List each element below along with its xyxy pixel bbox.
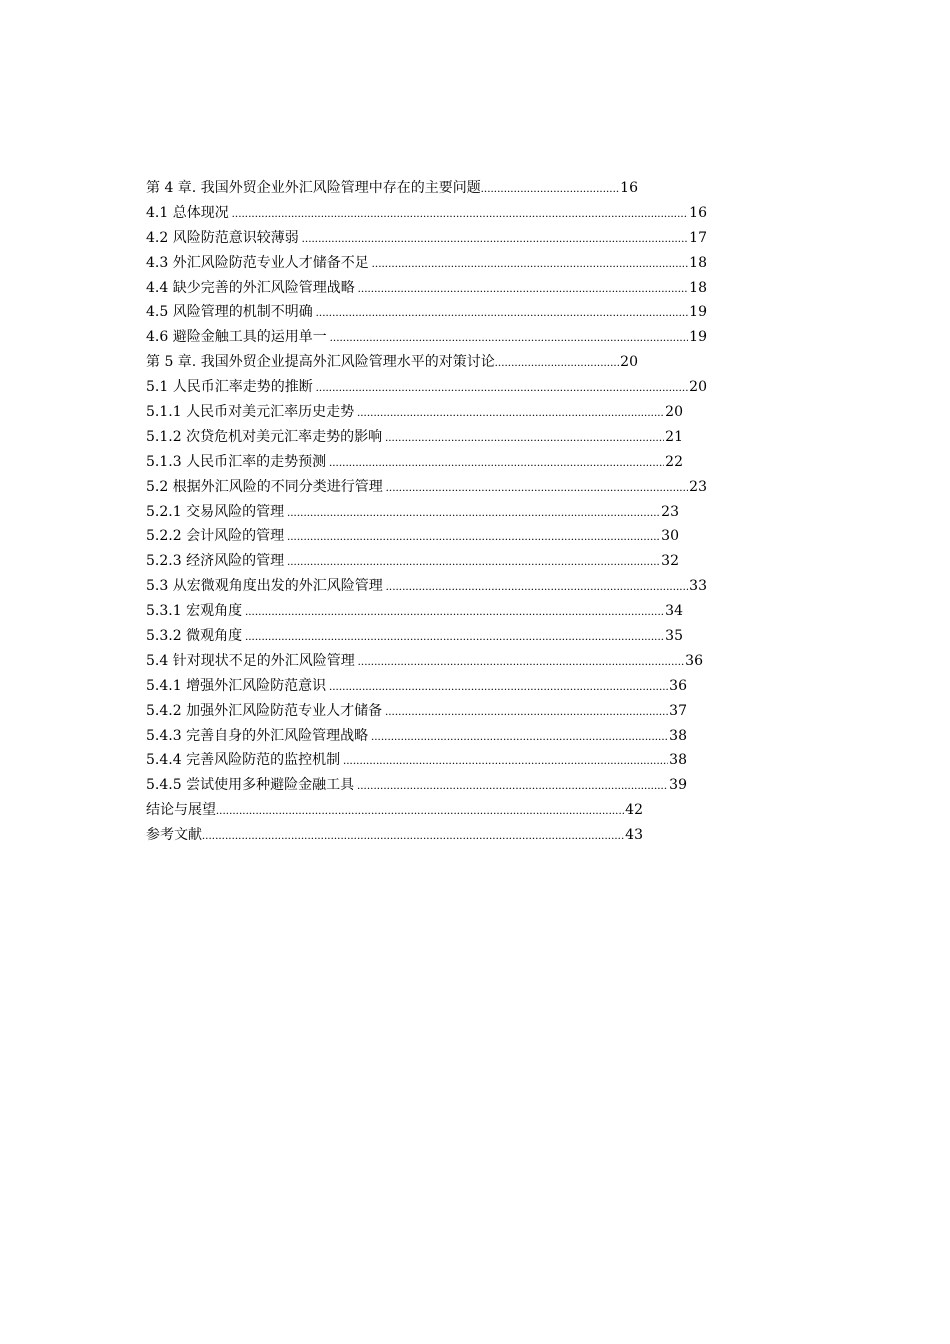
toc-entry-page-number: 23	[689, 478, 707, 495]
toc-entry-page-number: 35	[665, 628, 683, 645]
toc-entry-title: 5.2 根据外汇风险的不同分类进行管理	[146, 478, 383, 495]
toc-entry[interactable]	[146, 201, 707, 226]
toc-entry-title: 5.4.5 尝试使用多种避险金融工具	[146, 777, 355, 794]
toc-leader-dots	[302, 226, 688, 251]
toc-leader-dots	[386, 475, 688, 500]
toc-leader-dots	[287, 500, 660, 525]
toc-entry-page-number: 38	[669, 752, 687, 769]
toc-leader-dots	[372, 251, 688, 276]
toc-leader-dots	[202, 823, 624, 848]
toc-entry-page-number: 23	[661, 503, 679, 520]
toc-entry-title: 5.3 从宏微观角度出发的外汇风险管理	[146, 578, 383, 595]
toc-entry[interactable]	[146, 500, 679, 525]
toc-leader-dots	[358, 276, 688, 301]
toc-leader-dots	[385, 699, 668, 724]
toc-leader-dots	[357, 773, 668, 798]
toc-entry-title: 5.4.1 增强外汇风险防范意识	[146, 677, 327, 694]
toc-entry-page-number: 16	[689, 204, 707, 221]
toc-entry[interactable]	[146, 549, 679, 574]
toc-entry-page-number: 37	[669, 702, 687, 719]
toc-entry[interactable]	[146, 823, 643, 848]
toc-entry[interactable]	[146, 724, 687, 749]
table-of-contents	[146, 176, 726, 848]
toc-leader-dots	[287, 524, 660, 549]
toc-entry[interactable]	[146, 375, 707, 400]
toc-entry-page-number: 21	[665, 428, 683, 445]
toc-entry[interactable]	[146, 524, 679, 549]
toc-entry-title: 5.4.3 完善自身的外汇风险管理战略	[146, 727, 369, 744]
toc-entry-title: 5.1 人民币汇率走势的推断	[146, 379, 313, 396]
toc-leader-dots	[385, 425, 664, 450]
toc-entry-page-number: 43	[625, 827, 643, 844]
toc-entry-page-number: 17	[689, 229, 707, 246]
toc-leader-dots	[216, 798, 624, 823]
toc-leader-dots	[329, 674, 668, 699]
toc-entry-title: 4.5 风险管理的机制不明确	[146, 304, 313, 321]
toc-leader-dots	[371, 724, 668, 749]
toc-leader-dots	[245, 599, 664, 624]
toc-entry[interactable]	[146, 450, 683, 475]
toc-leader-dots	[287, 549, 660, 574]
toc-entry-title: 4.1 总体现况	[146, 204, 229, 221]
toc-entry-title: 5.1.3 人民币汇率的走势预测	[146, 453, 327, 470]
toc-entry[interactable]	[146, 300, 707, 325]
toc-entry[interactable]	[146, 425, 683, 450]
toc-leader-dots	[232, 201, 688, 226]
toc-entry-title: 5.1.1 人民币对美元汇率历史走势	[146, 404, 355, 421]
toc-entry[interactable]	[146, 325, 707, 350]
toc-entry-title: 5.2.3 经济风险的管理	[146, 553, 285, 570]
toc-entry-page-number: 19	[689, 329, 707, 346]
toc-entry-title: 结论与展望	[146, 802, 216, 819]
toc-entry-page-number: 33	[689, 578, 707, 595]
toc-entry[interactable]	[146, 251, 707, 276]
toc-entry-page-number: 20	[620, 354, 638, 371]
toc-entry-page-number: 20	[665, 404, 683, 421]
toc-entry-title: 5.3.1 宏观角度	[146, 603, 243, 620]
toc-entry[interactable]	[146, 226, 707, 251]
toc-entry-title: 4.4 缺少完善的外汇风险管理战略	[146, 279, 355, 296]
toc-entry-page-number: 39	[669, 777, 687, 794]
toc-entry-page-number: 36	[669, 677, 687, 694]
toc-entry[interactable]	[146, 350, 638, 375]
toc-entry-title: 参考文献	[146, 827, 202, 844]
toc-entry[interactable]	[146, 748, 687, 773]
toc-entry-page-number: 18	[689, 254, 707, 271]
toc-entry-title: 5.1.2 次贷危机对美元汇率走势的影响	[146, 428, 383, 445]
toc-entry-title: 第 5 章. 我国外贸企业提高外汇风险管理水平的对策讨论	[146, 354, 495, 371]
toc-leader-dots	[358, 649, 684, 674]
toc-entry-page-number: 19	[689, 304, 707, 321]
toc-entry-title: 5.4.4 完善风险防范的监控机制	[146, 752, 341, 769]
toc-leader-dots	[316, 375, 688, 400]
toc-entry[interactable]	[146, 400, 683, 425]
toc-entry[interactable]	[146, 624, 683, 649]
toc-entry[interactable]	[146, 475, 707, 500]
toc-entry-title: 5.2.2 会计风险的管理	[146, 528, 285, 545]
toc-entry[interactable]	[146, 649, 703, 674]
toc-entry-page-number: 20	[689, 379, 707, 396]
toc-leader-dots	[481, 176, 619, 201]
toc-entry-page-number: 32	[661, 553, 679, 570]
toc-leader-dots	[386, 574, 688, 599]
toc-entry-page-number: 42	[625, 802, 643, 819]
toc-entry-title: 4.3 外汇风险防范专业人才储备不足	[146, 254, 369, 271]
toc-entry[interactable]	[146, 176, 638, 201]
toc-entry-title: 4.2 风险防范意识较薄弱	[146, 229, 299, 246]
toc-entry-page-number: 30	[661, 528, 679, 545]
toc-entry[interactable]	[146, 276, 707, 301]
toc-leader-dots	[357, 400, 664, 425]
toc-leader-dots	[330, 325, 688, 350]
toc-leader-dots	[329, 450, 664, 475]
toc-entry-title: 第 4 章. 我国外贸企业外汇风险管理中存在的主要问题	[146, 180, 481, 196]
toc-entry-title: 5.3.2 微观角度	[146, 628, 243, 645]
toc-leader-dots	[495, 350, 619, 375]
toc-entry-page-number: 38	[669, 727, 687, 744]
toc-entry-title: 4.6 避险金触工具的运用单一	[146, 329, 327, 346]
toc-entry-title: 5.4 针对现状不足的外汇风险管理	[146, 652, 355, 669]
toc-leader-dots	[245, 624, 664, 649]
toc-entry[interactable]	[146, 574, 707, 599]
toc-entry-page-number: 18	[689, 279, 707, 296]
toc-entry-page-number: 34	[665, 603, 683, 620]
toc-entry[interactable]	[146, 674, 687, 699]
toc-entry-title: 5.4.2 加强外汇风险防范专业人才储备	[146, 702, 383, 719]
toc-entry-title: 5.2.1 交易风险的管理	[146, 503, 285, 520]
toc-entry[interactable]	[146, 699, 687, 724]
toc-entry[interactable]	[146, 773, 687, 798]
toc-entry-page-number: 22	[665, 453, 683, 470]
toc-entry-page-number: 16	[620, 180, 638, 196]
toc-entry-page-number: 36	[685, 652, 703, 669]
toc-leader-dots	[316, 300, 688, 325]
toc-leader-dots	[343, 748, 668, 773]
toc-entry[interactable]	[146, 599, 683, 624]
toc-entry[interactable]	[146, 798, 643, 823]
